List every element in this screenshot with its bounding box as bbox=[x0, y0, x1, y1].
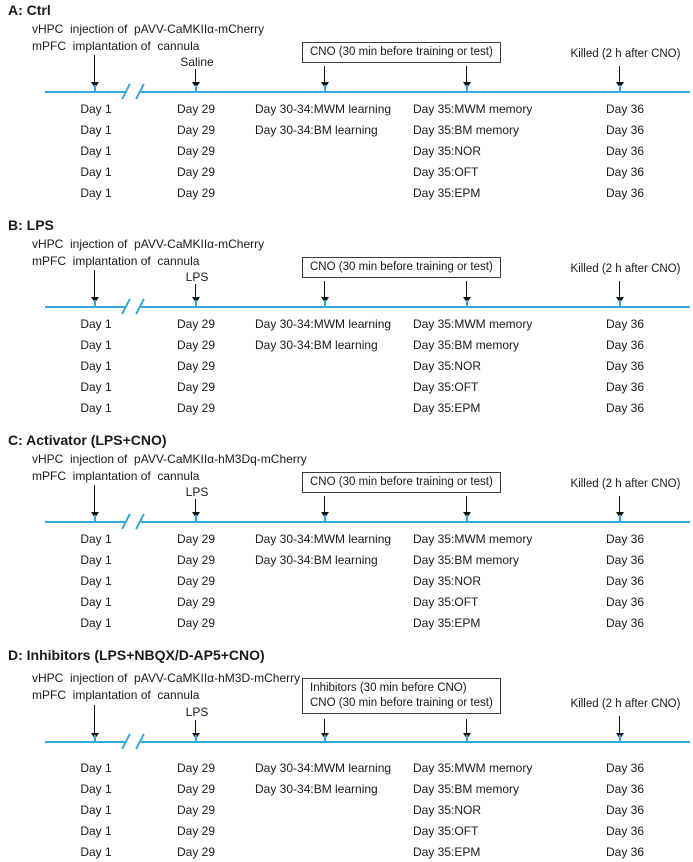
timeline-tick bbox=[324, 515, 326, 523]
cell-day1: Day 1 bbox=[80, 616, 112, 630]
cell-day29: Day 29 bbox=[176, 102, 216, 116]
cell-test: Day 35:EPM bbox=[413, 401, 481, 415]
cell-day29: Day 29 bbox=[176, 123, 216, 137]
cell-day29: Day 29 bbox=[176, 595, 216, 609]
cell-day1: Day 1 bbox=[80, 845, 112, 859]
timeline-segment bbox=[141, 306, 690, 308]
panel-c-activator bbox=[0, 430, 693, 645]
cell-day36: Day 36 bbox=[605, 186, 645, 200]
treatment-label: LPS bbox=[185, 270, 209, 284]
timeline-tick bbox=[94, 300, 96, 308]
cell-learning: Day 30-34:BM learning bbox=[255, 338, 378, 352]
cell-day1: Day 1 bbox=[80, 102, 112, 116]
cell-day29: Day 29 bbox=[176, 186, 216, 200]
cell-learning: Day 30-34:BM learning bbox=[255, 123, 378, 137]
cell-day36: Day 36 bbox=[605, 338, 645, 352]
timeline-tick bbox=[94, 515, 96, 523]
timeline-segment bbox=[45, 521, 126, 523]
timeline-tick bbox=[619, 515, 621, 523]
cell-day36: Day 36 bbox=[605, 401, 645, 415]
timeline-tick bbox=[619, 735, 621, 743]
timeline-tick bbox=[466, 735, 468, 743]
cell-day1: Day 1 bbox=[80, 803, 112, 817]
timeline-tick bbox=[195, 85, 197, 93]
cell-day29: Day 29 bbox=[176, 616, 216, 630]
cell-day36: Day 36 bbox=[605, 102, 645, 116]
cell-test: Day 35:BM memory bbox=[413, 782, 520, 796]
cno-callout-box bbox=[302, 472, 501, 493]
timeline-tick bbox=[195, 735, 197, 743]
cell-day36: Day 36 bbox=[605, 616, 645, 630]
cell-day36: Day 36 bbox=[605, 144, 645, 158]
timeline-segment bbox=[141, 91, 690, 93]
cell-test: Day 35:BM memory bbox=[413, 338, 520, 352]
cell-day36: Day 36 bbox=[605, 595, 645, 609]
cell-test: Day 35:MWM memory bbox=[413, 532, 533, 546]
cno-callout-box bbox=[302, 257, 501, 278]
cno-box-line: CNO (30 min before training or test) bbox=[310, 476, 493, 488]
cell-test: Day 35:OFT bbox=[413, 165, 479, 179]
cell-day1: Day 1 bbox=[80, 782, 112, 796]
injection-label: vHPC injection of pAVV-CaMKIIα-hM3D-mCherry bbox=[32, 671, 301, 685]
cell-day29: Day 29 bbox=[176, 761, 216, 775]
cell-day1: Day 1 bbox=[80, 401, 112, 415]
cell-test: Day 35:OFT bbox=[413, 595, 479, 609]
timeline-tick bbox=[466, 300, 468, 308]
panel-title: D: Inhibitors (LPS+NBQX/D-AP5+CNO) bbox=[8, 647, 265, 663]
cell-test: Day 35:EPM bbox=[413, 186, 481, 200]
timeline-segment bbox=[141, 521, 690, 523]
cno-box-line: CNO (30 min before training or test) bbox=[310, 697, 493, 709]
cell-learning: Day 30-34:BM learning bbox=[255, 553, 378, 567]
cell-day36: Day 36 bbox=[605, 380, 645, 394]
cell-day1: Day 1 bbox=[80, 359, 112, 373]
injection-label: vHPC injection of pAVV-CaMKIIα-mCherry bbox=[32, 22, 265, 36]
killed-label: Killed (2 h after CNO) bbox=[570, 263, 681, 275]
cell-test: Day 35:OFT bbox=[413, 380, 479, 394]
timeline-tick bbox=[324, 300, 326, 308]
cell-day1: Day 1 bbox=[80, 574, 112, 588]
timeline-tick bbox=[619, 85, 621, 93]
timeline-segment bbox=[141, 741, 690, 743]
cell-day29: Day 29 bbox=[176, 338, 216, 352]
injection-label: vHPC injection of pAVV-CaMKIIα-hM3Dq-mCherry bbox=[32, 452, 307, 466]
implantation-label: mPFC implantation of cannula bbox=[32, 469, 200, 483]
cell-day1: Day 1 bbox=[80, 338, 112, 352]
cell-test: Day 35:MWM memory bbox=[413, 761, 533, 775]
cell-learning: Day 30-34:MWM learning bbox=[255, 761, 392, 775]
cell-day36: Day 36 bbox=[605, 123, 645, 137]
timeline-tick bbox=[619, 300, 621, 308]
cell-test: Day 35:OFT bbox=[413, 824, 479, 838]
cell-day29: Day 29 bbox=[176, 803, 216, 817]
cell-day29: Day 29 bbox=[176, 782, 216, 796]
panel-title: C: Activator (LPS+CNO) bbox=[8, 432, 167, 448]
cell-day29: Day 29 bbox=[176, 317, 216, 331]
cell-day29: Day 29 bbox=[176, 845, 216, 859]
timeline-tick bbox=[195, 300, 197, 308]
cell-day36: Day 36 bbox=[605, 824, 645, 838]
cell-day1: Day 1 bbox=[80, 824, 112, 838]
timeline-tick bbox=[466, 515, 468, 523]
cell-day29: Day 29 bbox=[176, 359, 216, 373]
cell-day36: Day 36 bbox=[605, 532, 645, 546]
injection-label: vHPC injection of pAVV-CaMKIIα-mCherry bbox=[32, 237, 265, 251]
cell-day36: Day 36 bbox=[605, 359, 645, 373]
cell-day29: Day 29 bbox=[176, 824, 216, 838]
cell-day36: Day 36 bbox=[605, 553, 645, 567]
timeline-segment bbox=[45, 741, 126, 743]
cell-learning: Day 30-34:MWM learning bbox=[255, 102, 392, 116]
killed-label: Killed (2 h after CNO) bbox=[570, 48, 681, 60]
cno-box-line: CNO (30 min before training or test) bbox=[310, 46, 493, 58]
cell-day29: Day 29 bbox=[176, 165, 216, 179]
cell-day1: Day 1 bbox=[80, 761, 112, 775]
cell-test: Day 35:MWM memory bbox=[413, 102, 533, 116]
cell-day36: Day 36 bbox=[605, 317, 645, 331]
cell-test: Day 35:NOR bbox=[413, 574, 482, 588]
down-arrow-icon bbox=[90, 485, 99, 518]
cell-day29: Day 29 bbox=[176, 144, 216, 158]
cell-day29: Day 29 bbox=[176, 401, 216, 415]
implantation-label: mPFC implantation of cannula bbox=[32, 254, 200, 268]
panel-b-lps bbox=[0, 215, 693, 430]
cell-test: Day 35:BM memory bbox=[413, 123, 520, 137]
cell-test: Day 35:NOR bbox=[413, 803, 482, 817]
cell-day1: Day 1 bbox=[80, 165, 112, 179]
treatment-label: Saline bbox=[180, 55, 214, 69]
cell-learning: Day 30-34:BM learning bbox=[255, 782, 378, 796]
cell-test: Day 35:BM memory bbox=[413, 553, 520, 567]
cell-day1: Day 1 bbox=[80, 380, 112, 394]
cell-day36: Day 36 bbox=[605, 761, 645, 775]
cell-day36: Day 36 bbox=[605, 782, 645, 796]
down-arrow-icon bbox=[90, 705, 99, 739]
cell-day36: Day 36 bbox=[605, 165, 645, 179]
timeline-segment bbox=[45, 306, 126, 308]
cno-callout-box bbox=[302, 42, 501, 63]
timeline-tick bbox=[94, 85, 96, 93]
cell-day36: Day 36 bbox=[605, 803, 645, 817]
panel-d-inhibitors bbox=[0, 645, 693, 862]
cell-test: Day 35:NOR bbox=[413, 359, 482, 373]
timeline-tick bbox=[466, 85, 468, 93]
cell-day1: Day 1 bbox=[80, 144, 112, 158]
cell-day36: Day 36 bbox=[605, 845, 645, 859]
cell-day29: Day 29 bbox=[176, 574, 216, 588]
cell-day36: Day 36 bbox=[605, 574, 645, 588]
treatment-label: LPS bbox=[185, 485, 209, 499]
timeline-tick bbox=[94, 735, 96, 743]
cell-day29: Day 29 bbox=[176, 380, 216, 394]
cell-day1: Day 1 bbox=[80, 186, 112, 200]
cell-day1: Day 1 bbox=[80, 532, 112, 546]
implantation-label: mPFC implantation of cannula bbox=[32, 39, 200, 53]
implantation-label: mPFC implantation of cannula bbox=[32, 688, 200, 702]
timeline-tick bbox=[195, 515, 197, 523]
cell-day1: Day 1 bbox=[80, 595, 112, 609]
cell-learning: Day 30-34:MWM learning bbox=[255, 317, 392, 331]
cell-learning: Day 30-34:MWM learning bbox=[255, 532, 392, 546]
cno-callout-box bbox=[302, 678, 501, 714]
panel-a-ctrl bbox=[0, 0, 693, 215]
cell-day29: Day 29 bbox=[176, 553, 216, 567]
down-arrow-icon bbox=[90, 270, 99, 303]
timeline-tick bbox=[324, 85, 326, 93]
cell-day1: Day 1 bbox=[80, 553, 112, 567]
killed-label: Killed (2 h after CNO) bbox=[570, 698, 681, 710]
cell-day1: Day 1 bbox=[80, 317, 112, 331]
cell-test: Day 35:MWM memory bbox=[413, 317, 533, 331]
cell-test: Day 35:NOR bbox=[413, 144, 482, 158]
inhibitors-box-line: Inhibitors (30 min before CNO) bbox=[310, 682, 467, 694]
cell-day1: Day 1 bbox=[80, 123, 112, 137]
cell-test: Day 35:EPM bbox=[413, 845, 481, 859]
panel-title: B: LPS bbox=[8, 217, 54, 233]
down-arrow-icon bbox=[90, 55, 99, 88]
timeline-segment bbox=[45, 91, 126, 93]
cell-day29: Day 29 bbox=[176, 532, 216, 546]
cell-test: Day 35:EPM bbox=[413, 616, 481, 630]
cno-box-line: CNO (30 min before training or test) bbox=[310, 261, 493, 273]
treatment-label: LPS bbox=[185, 705, 209, 719]
timeline-tick bbox=[324, 735, 326, 743]
panel-title: A: Ctrl bbox=[8, 2, 51, 18]
killed-label: Killed (2 h after CNO) bbox=[570, 478, 681, 490]
